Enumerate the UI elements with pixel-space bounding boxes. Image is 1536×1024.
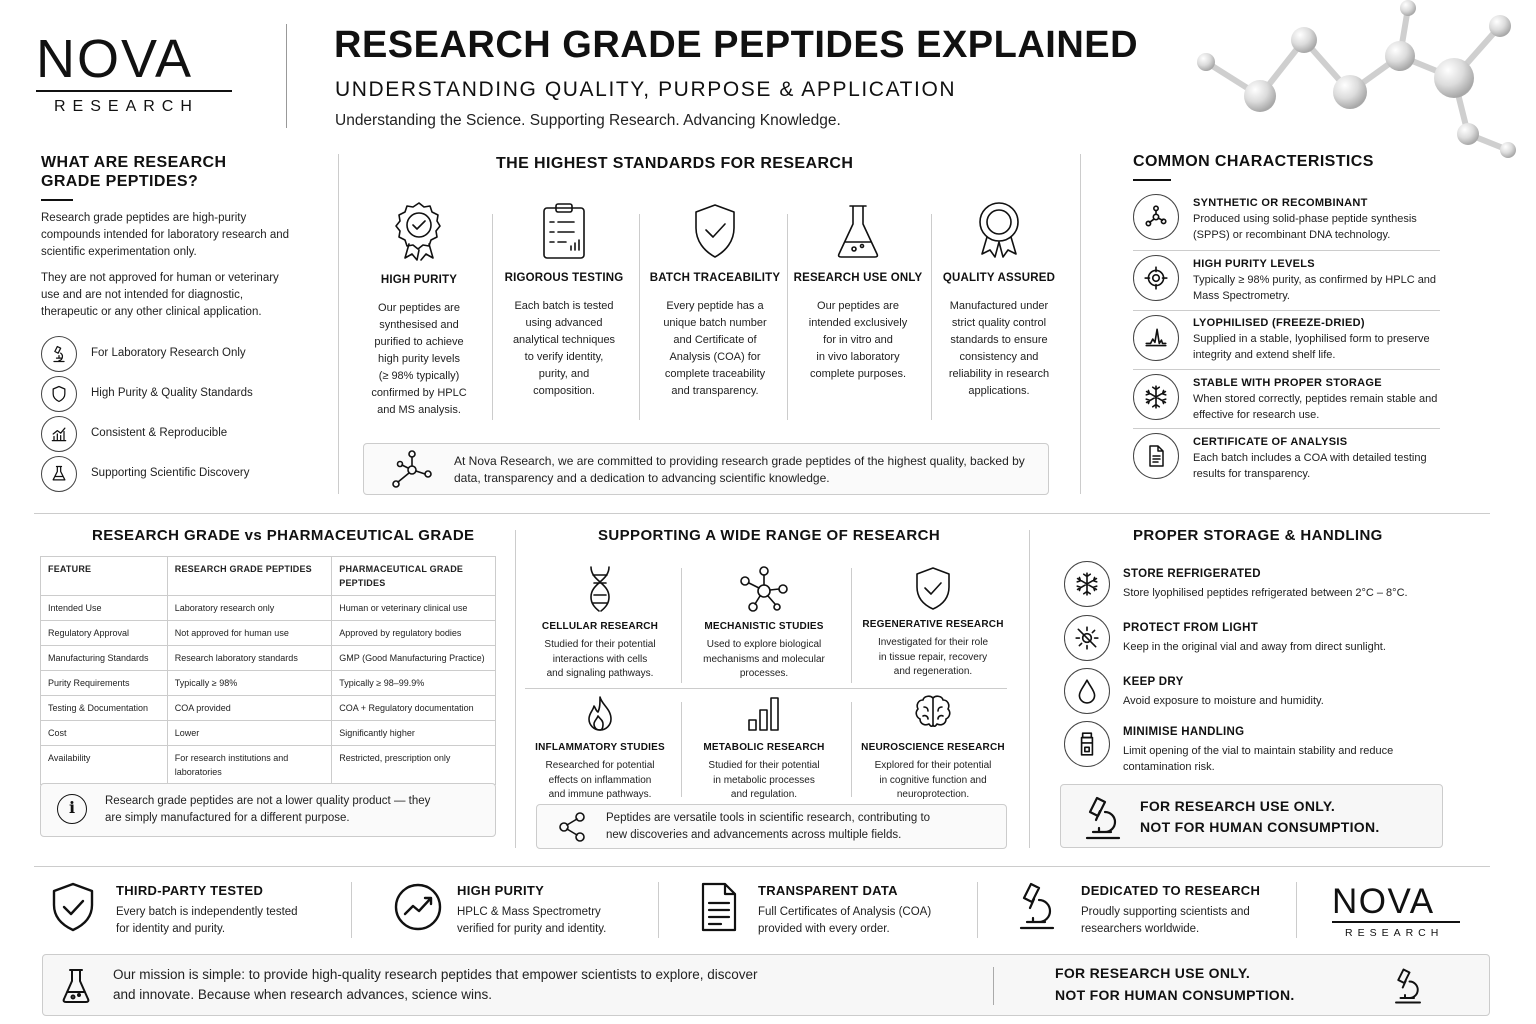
- research-item-title: NEUROSCIENCE RESEARCH: [861, 742, 1005, 753]
- feature-item: TRANSPARENT DATA Full Certificates of Analysis (COA) provided with every order.: [758, 883, 932, 935]
- divider: [658, 882, 659, 938]
- divider: [351, 882, 352, 938]
- brand-rule: [36, 90, 232, 92]
- table-header: PHARMACEUTICAL GRADE PEPTIDES: [332, 557, 496, 596]
- brand-sub: RESEARCH: [1345, 926, 1444, 939]
- document-icon: [1133, 433, 1179, 479]
- storage-item: KEEP DRY Avoid exposure to moisture and humidity.: [1123, 676, 1324, 707]
- research-title: SUPPORTING A WIDE RANGE OF RESEARCH: [598, 527, 941, 544]
- divider: [639, 214, 640, 420]
- divider: [1296, 882, 1297, 938]
- what-para-1: Research grade peptides are high-purity compounds intended for laboratory research and scientific experimentation only.: [41, 212, 290, 258]
- standard-desc: Each batch is tested using advanced analytical techniques to verify identity, purity, and composition.: [512, 300, 616, 397]
- table-header: FEATURE: [41, 557, 168, 596]
- table-row: Intended Use Laboratory research only Human or veterinary clinical use: [41, 596, 496, 621]
- research-item-title: INFLAMMATORY STUDIES: [535, 742, 665, 753]
- comparison-table: [40, 556, 496, 785]
- standard-title: BATCH TRACEABILITY: [649, 272, 781, 284]
- table-row: Testing & Documentation COA provided COA + Regulatory documentation: [41, 696, 496, 721]
- divider: [515, 530, 516, 848]
- footer-bar: [42, 954, 1490, 1016]
- storage-item: STORE REFRIGERATED Store lyophilised peptides refrigerated between 2°C – 8°C.: [1123, 568, 1408, 599]
- target-icon: [1133, 255, 1179, 301]
- standard-title: RESEARCH USE ONLY: [793, 272, 923, 284]
- characteristics-rule: [1133, 179, 1171, 181]
- divider: [338, 154, 339, 494]
- table-row: Purity Requirements Typically ≥ 98% Typically ≥ 98–99.9%: [41, 671, 496, 696]
- characteristic-item: STABLE WITH PROPER STORAGE When stored correctly, peptides remain stable and effective for research use.: [1193, 377, 1438, 421]
- what-rule: [41, 199, 73, 201]
- molecule-icon: [390, 450, 434, 490]
- divider: [681, 702, 682, 797]
- standard-high-purity: [349, 200, 489, 419]
- standard-desc: Our peptides are intended exclusively for in vitro and in vivo laboratory complete purposes.: [808, 300, 908, 380]
- feature-item: THIRD-PARTY TESTED Every batch is independently tested for identity and purity.: [116, 883, 298, 935]
- what-title: WHAT ARE RESEARCH GRADE PEPTIDES?: [41, 154, 227, 190]
- dna-icon: [585, 565, 615, 613]
- snowflake-icon: [1133, 374, 1179, 420]
- characteristic-item: HIGH PURITY LEVELS Typically ≥ 98% purity, as confirmed by HPLC and Mass Spectrometry.: [1193, 258, 1437, 302]
- vial-icon: [1064, 721, 1110, 767]
- footer-warning-1: FOR RESEARCH USE ONLY.: [1055, 965, 1251, 981]
- divider: [851, 702, 852, 797]
- molecule-illustration: [1196, 0, 1536, 170]
- table-header: RESEARCH GRADE PEPTIDES: [167, 557, 332, 596]
- research-item-title: CELLULAR RESEARCH: [541, 621, 659, 632]
- share-nodes-icon: [557, 811, 587, 843]
- flask-icon: [835, 202, 881, 260]
- divider: [492, 214, 493, 420]
- shield-check-icon: [691, 202, 739, 260]
- what-item-label: For Laboratory Research Only: [91, 347, 246, 359]
- divider: [1133, 428, 1440, 429]
- storage-warning-2: NOT FOR HUMAN CONSUMPTION.: [1140, 819, 1380, 835]
- flask-icon: [61, 967, 91, 1005]
- characteristic-item: CERTIFICATE OF ANALYSIS Each batch includes a COA with detailed testing results for transparency.: [1193, 436, 1427, 480]
- research-note-box: [536, 804, 1007, 849]
- research-inflammatory: [525, 694, 675, 803]
- page-title: RESEARCH GRADE PEPTIDES EXPLAINED: [334, 24, 1139, 66]
- storage-warning-1: FOR RESEARCH USE ONLY.: [1140, 798, 1336, 814]
- research-regenerative: [858, 565, 1008, 680]
- molecule-icon: [739, 565, 789, 613]
- divider: [977, 882, 978, 938]
- feature-item: HIGH PURITY HPLC & Mass Spectrometry verified for purity and identity.: [457, 883, 607, 935]
- comparison-note: Research grade peptides are not a lower quality product — they are simply manufactured for a different purpose.: [105, 795, 431, 824]
- footer-warning-2: NOT FOR HUMAN CONSUMPTION.: [1055, 987, 1295, 1003]
- research-metabolic: [689, 694, 839, 803]
- table-header-row: [41, 557, 496, 596]
- divider: [1133, 369, 1440, 370]
- shield-check-icon: [913, 565, 953, 611]
- brain-icon: [914, 694, 952, 734]
- research-note: Peptides are versatile tools in scientific research, contributing to new discoveries and advancements across multiple fields.: [606, 812, 931, 841]
- divider: [1133, 250, 1440, 251]
- microscope-icon: [1393, 966, 1423, 1006]
- storage-item: PROTECT FROM LIGHT Keep in the original vial and away from direct sunlight.: [1123, 622, 1386, 653]
- characteristics-title: COMMON CHARACTERISTICS: [1133, 153, 1374, 170]
- commitment-box: [363, 443, 1049, 495]
- standard-rigorous-testing: [494, 200, 634, 400]
- clipboard-icon: [541, 202, 587, 260]
- research-item-title: MECHANISTIC STUDIES: [704, 621, 824, 632]
- comparison-note-box: [40, 783, 496, 837]
- chart-icon: [41, 416, 77, 452]
- standard-desc: Manufactured under strict quality control standards to ensure consistency and reliability in research applications.: [948, 300, 1050, 397]
- divider: [525, 688, 1007, 689]
- research-item-desc: Investigated for their role in tissue repair, recovery and regeneration.: [877, 637, 989, 677]
- storage-warning-box: [1060, 784, 1443, 848]
- divider: [1080, 154, 1081, 494]
- brand-sub: RESEARCH: [54, 98, 199, 115]
- divider: [851, 568, 852, 683]
- brand-name: NOVA: [36, 29, 194, 89]
- research-item-desc: Explored for their potential in cognitive function and neuroprotection.: [874, 760, 992, 800]
- standard-desc: Every peptide has a unique batch number and Certificate of Analysis (COA) for complete traceability and transparency.: [663, 300, 767, 397]
- research-item-title: METABOLIC RESEARCH: [703, 742, 825, 753]
- standard-title: HIGH PURITY: [380, 274, 458, 286]
- award-icon: [975, 200, 1023, 260]
- what-item-label: Consistent & Reproducible: [91, 427, 228, 439]
- sun-icon: [1064, 615, 1110, 661]
- shield-icon: [41, 376, 77, 412]
- table-row: Regulatory Approval Not approved for human use Approved by regulatory bodies: [41, 621, 496, 646]
- comparison-title: RESEARCH GRADE vs PHARMACEUTICAL GRADE: [92, 527, 475, 544]
- divider: [1133, 310, 1440, 311]
- document-icon: [699, 881, 739, 933]
- research-item-desc: Studied for their potential interactions with cells and signaling pathways.: [544, 639, 656, 679]
- badge-check-icon: [394, 200, 444, 262]
- research-mechanistic: [689, 565, 839, 682]
- divider: [1029, 530, 1030, 848]
- storage-item: MINIMISE HANDLING Limit opening of the vial to maintain stability and reduce contamination risk.: [1123, 726, 1394, 773]
- commitment-text: At Nova Research, we are committed to providing research grade peptides of the highest quality, backed by data, transparency and a dedication to advancing scientific knowledge.: [454, 454, 1025, 485]
- molecule-icon: [1133, 194, 1179, 240]
- trend-icon: [393, 882, 443, 932]
- spectrum-icon: [1133, 315, 1179, 361]
- research-neuroscience: [858, 694, 1008, 803]
- what-item-label: High Purity & Quality Standards: [91, 387, 253, 399]
- page-tagline: Understanding the Science. Supporting Research. Advancing Knowledge.: [335, 112, 841, 129]
- research-item-desc: Researched for potential effects on inflammation and immune pathways.: [545, 760, 655, 800]
- divider: [993, 967, 994, 1005]
- page-subtitle: UNDERSTANDING QUALITY, PURPOSE & APPLICATION: [335, 78, 957, 101]
- droplet-icon: [1064, 668, 1110, 714]
- standard-title: RIGOROUS TESTING: [504, 272, 624, 284]
- characteristic-item: LYOPHILISED (FREEZE-DRIED) Supplied in a stable, lyophilised form to preserve integrity and extend shelf life.: [1193, 317, 1430, 361]
- research-item-desc: Studied for their potential in metabolic processes and regulation.: [708, 760, 820, 800]
- standard-desc: Our peptides are synthesised and purified to achieve high purity levels (≥ 98% typically) confirmed by HPLC and MS analysis.: [371, 302, 467, 416]
- standard-quality-assured: [929, 200, 1069, 400]
- microscope-icon: [1017, 880, 1057, 932]
- brand-logo: [36, 29, 236, 116]
- snowflake-icon: [1064, 561, 1110, 607]
- research-cellular: [525, 565, 675, 682]
- table-row: Cost Lower Significantly higher: [41, 721, 496, 746]
- flask-icon: [41, 456, 77, 492]
- standard-title: QUALITY ASSURED: [942, 272, 1056, 284]
- research-item-desc: Used to explore biological mechanisms and molecular processes.: [703, 639, 825, 679]
- standard-batch-traceability: [645, 200, 785, 400]
- shield-check-icon: [50, 881, 96, 933]
- table-row: Availability For research institutions and laboratories Restricted, prescription only: [41, 746, 496, 785]
- standard-research-use-only: [788, 200, 928, 383]
- section-divider: [34, 513, 1490, 514]
- what-item-label: Supporting Scientific Discovery: [91, 467, 250, 479]
- bar-chart-icon: [747, 694, 781, 734]
- header-divider: [286, 24, 287, 128]
- info-icon: i: [57, 794, 87, 824]
- microscope-icon: [1083, 794, 1123, 840]
- section-divider: [34, 866, 1490, 867]
- storage-title: PROPER STORAGE & HANDLING: [1133, 527, 1383, 544]
- characteristic-item: SYNTHETIC OR RECOMBINANT Produced using solid-phase peptide synthesis (SPPS) or recombinant DNA technology.: [1193, 197, 1417, 241]
- feature-item: DEDICATED TO RESEARCH Proudly supporting scientists and researchers worldwide.: [1081, 883, 1261, 935]
- footer-mission: Our mission is simple: to provide high-quality research peptides that empower scientists to explore, discover and innovate. Because when research advances, science wins.: [113, 967, 758, 1002]
- flame-icon: [585, 694, 615, 734]
- brand-logo-small: [1332, 884, 1462, 939]
- research-item-title: REGENERATIVE RESEARCH: [862, 619, 1004, 630]
- table-row: Manufacturing Standards Research laboratory standards GMP (Good Manufacturing Practice): [41, 646, 496, 671]
- microscope-icon: [41, 336, 77, 372]
- divider: [681, 568, 682, 683]
- brand-name: NOVA: [1332, 882, 1435, 921]
- standards-title: THE HIGHEST STANDARDS FOR RESEARCH: [496, 155, 854, 172]
- what-para-2: They are not approved for human or veterinary use and are not intended for diagnostic, therapeutic or any other clinical application.: [41, 272, 279, 318]
